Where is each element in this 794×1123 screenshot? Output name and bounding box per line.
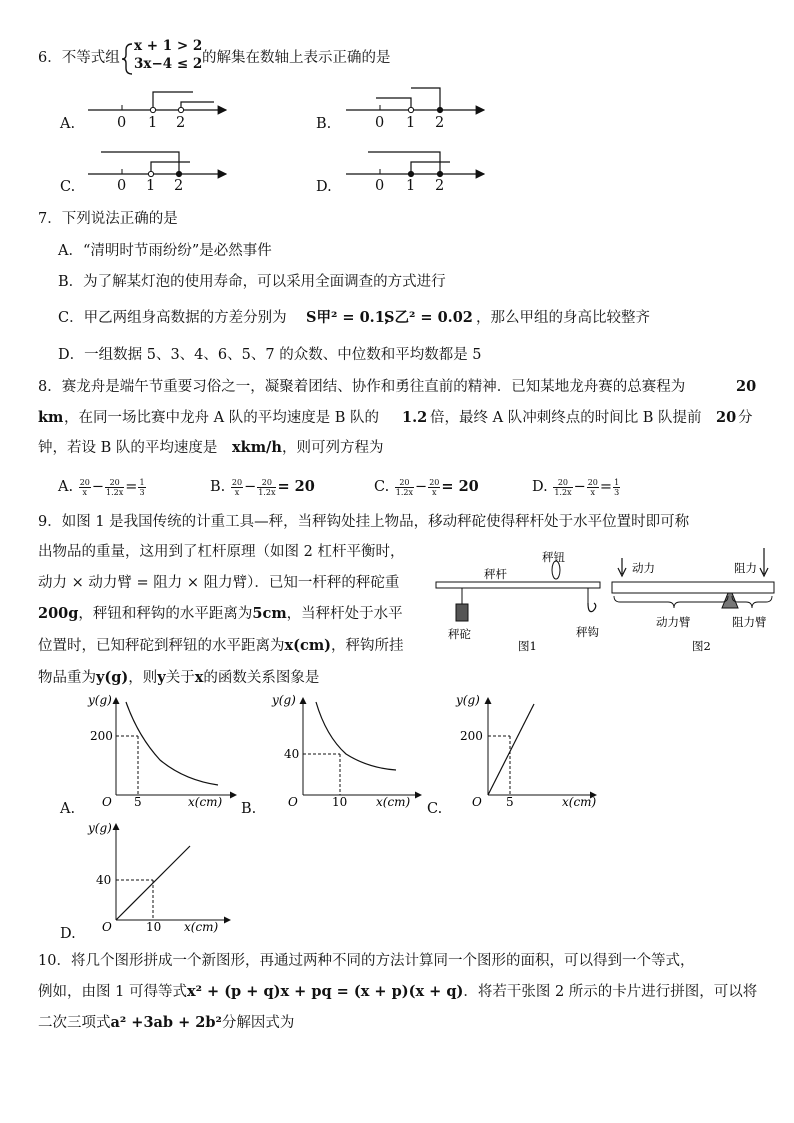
q9-graph-label-c: C.: [427, 801, 443, 817]
x-axis-label: x(cm): [184, 920, 219, 934]
q8-line2b: 倍，最终 A 队冲刺终点的时间比 B 队提前: [430, 410, 702, 426]
text: 关于: [165, 670, 195, 686]
fig1-caption: 图1: [518, 639, 537, 653]
numerator: 20: [429, 477, 440, 487]
q10-line1: 10．将几个图形拼成一个新图形，再通过两种不同的方法计算同一个图形的面积，可以得到一个等式，: [38, 953, 695, 969]
tick-a-1: 1: [148, 115, 158, 131]
q7-option-c-pre: C．甲乙两组身高数据的方差分别为: [58, 310, 287, 326]
q8-num-20: 20: [736, 378, 757, 395]
numerator: 20: [587, 477, 598, 487]
q8-km: km: [38, 409, 64, 426]
origin-label: O: [472, 795, 482, 809]
q8-num-12: 1.2: [402, 409, 428, 426]
graph-a: [87, 693, 236, 809]
frac: [257, 478, 276, 497]
x-tick: 5: [134, 795, 142, 809]
frac: [79, 478, 91, 497]
text: 位置时，已知秤砣到秤钮的水平距离为: [38, 638, 285, 654]
denominator: 3: [139, 487, 145, 497]
graph-b: [271, 693, 421, 809]
frac: [428, 478, 440, 497]
q6-label-a: A.: [60, 116, 76, 132]
var-x: x: [194, 669, 204, 686]
numline-d: [346, 152, 484, 177]
origin-label: O: [102, 920, 112, 934]
denominator: x: [82, 487, 88, 497]
q8-option-c: C. $\frac{20}{1.2x}$ − $\frac{20}{x}$ = 20: [374, 477, 479, 497]
numerator: 20: [257, 478, 276, 488]
var-y: y: [157, 669, 166, 686]
tick-c-0: 0: [117, 178, 127, 194]
text: ．将若干张图 2 所示的卡片进行拼图，可以将: [463, 984, 758, 1000]
frac: [138, 478, 145, 497]
denominator: 1.2x: [395, 487, 414, 497]
q8-label-b: B.: [210, 479, 226, 495]
q7-option-c-s2: S乙² = 0.02: [384, 309, 473, 326]
q8-label-c: C.: [374, 479, 390, 495]
fig2-resist-label: 阻力: [734, 561, 757, 575]
x-tick: 5: [506, 795, 514, 809]
arrow-down-icon: [618, 558, 626, 576]
fig1-rod-label: 秤杆: [484, 567, 507, 581]
numline-c: [88, 152, 226, 177]
denominator: x: [590, 487, 596, 497]
x-tick: 10: [332, 795, 348, 809]
numerator: 20: [231, 477, 243, 487]
y-tick: 200: [90, 729, 113, 743]
origin-label: O: [102, 795, 112, 809]
y-axis-label: y(g): [88, 693, 112, 707]
denominator: 1.2x: [554, 487, 572, 497]
tick-d-2: 2: [435, 178, 445, 194]
origin-label: O: [288, 795, 298, 809]
q9-graph-label-b: B.: [241, 801, 257, 817]
q8-line1: 8．赛龙舟是端午节重要习俗之一，凝聚着团结、协作和勇往直前的精神．已知某地龙舟赛的总赛程为: [38, 379, 686, 395]
x-axis-label: x(cm): [562, 795, 597, 809]
denominator: 3: [614, 487, 620, 497]
x-axis-label: x(cm): [376, 795, 411, 809]
q9-line3: 动力 × 动力臂 = 阻力 × 阻力臂）．已知一杆秤的秤砣重: [38, 575, 400, 591]
y-tick: 200: [460, 729, 483, 743]
numerator: 1: [139, 477, 145, 487]
fulcrum-icon: [722, 593, 738, 608]
q6-label-b: B.: [316, 116, 332, 132]
text: 例如，由图 1 可得等式: [38, 984, 187, 1000]
numline-a: [88, 92, 226, 113]
q9-line5: [38, 636, 404, 656]
q8-num-20b: 20: [716, 409, 737, 426]
text: ，则: [128, 670, 158, 686]
fig2-force-label: 动力: [632, 561, 655, 575]
fig1-weight-label: 秤砣: [448, 627, 471, 641]
q7-option-a: A．“清明时节雨纷纷”是必然事件: [58, 243, 272, 259]
fig2-caption: 图2: [692, 639, 711, 653]
text: 二次三项式: [38, 1015, 111, 1031]
q9-graphs: [50, 690, 610, 940]
equals: =: [599, 479, 613, 495]
q9-line6: [38, 668, 319, 688]
q9-line2: 出物品的重量，这用到了杠杆原理（如图 2 杠杆平衡时，: [38, 544, 405, 560]
numerator: 20: [79, 477, 90, 487]
q8-label-d: D.: [532, 479, 548, 495]
tick-b-2: 2: [435, 115, 445, 131]
text: ，当秤杆处于水平: [286, 606, 403, 622]
q8-option-a: A. $\frac{20}{x}$ − $\frac{20}{1.2x}$ = $\frac{1}{3}$: [58, 477, 145, 497]
frac: [587, 478, 599, 497]
frac: [231, 478, 243, 497]
numerator: 20: [105, 478, 124, 488]
denominator: x: [432, 487, 437, 497]
weight-200g: 200g: [38, 605, 79, 622]
text: 物品重为: [38, 670, 96, 686]
text: ，秤钩所挂: [331, 638, 404, 654]
q8-option-b: B. $\frac{20}{x}$ − $\frac{20}{1.2x}$ = 20: [210, 477, 315, 497]
dist-5cm: 5cm: [252, 605, 287, 622]
y-axis-label: y(g): [272, 693, 296, 707]
fig2-force-arm-label: 动力臂: [656, 615, 691, 629]
q9-line4: [38, 604, 403, 624]
tick-d-1: 1: [406, 178, 416, 194]
equals: =: [125, 479, 138, 495]
denominator: 1.2x: [106, 487, 124, 497]
q8-option-d: D. $\frac{20}{1.2x}$ − $\frac{20}{x}$ = $\frac{1}{3}$: [532, 477, 620, 497]
tick-c-1: 1: [146, 178, 156, 194]
hook-icon: [588, 603, 596, 612]
q6-suffix: 的解集在数轴上表示正确的是: [202, 50, 391, 66]
q8-xkmh: xkm/h: [232, 439, 282, 456]
frac: [553, 478, 572, 497]
tick-a-2: 2: [176, 115, 186, 131]
q7-option-d: D．一组数据 5、3、4、6、5、7 的众数、中位数和平均数都是 5: [58, 347, 482, 363]
y-axis-label: y(g): [456, 693, 480, 707]
q9-graph-label-a: A.: [60, 801, 76, 817]
q6-label-c: C.: [60, 179, 76, 195]
q6-label-d: D.: [316, 179, 332, 195]
q7-option-c-post: ，那么甲组的身高比较整齐: [476, 310, 650, 326]
graph-c: [455, 693, 597, 809]
text: 分解因式为: [221, 1015, 295, 1031]
fig1-knob-label: 秤钮: [542, 550, 565, 564]
q8-line3a: 钟，若设 B 队的平均速度是: [38, 440, 218, 456]
equals-20: = 20: [441, 478, 479, 495]
q10-line2: [38, 982, 757, 1002]
tick-a-0: 0: [117, 115, 127, 131]
x-axis-label: x(cm): [188, 795, 223, 809]
text: ，秤钮和秤钩的水平距离为: [78, 606, 253, 622]
fig2-resist-arm-label: 阻力臂: [732, 615, 767, 629]
q8-line2a: ，在同一场比赛中龙舟 A 队的平均速度是 B 队的: [64, 410, 380, 426]
q8-line2c: 分: [738, 410, 753, 426]
y-tick: 40: [284, 747, 300, 761]
figure-1-steelyard: [432, 548, 607, 658]
tick-b-0: 0: [375, 115, 385, 131]
frac: [395, 478, 414, 497]
q8-label-a: A.: [58, 479, 74, 495]
frac: [105, 478, 124, 497]
q6-ineq1: x + 1 > 2: [134, 38, 203, 54]
q6-prefix: 6．不等式组: [38, 50, 120, 66]
q6-ineq2: 3x−4 ≤ 2: [134, 56, 203, 72]
x-tick: 10: [146, 920, 162, 934]
trinomial: a² +3ab + 2b²: [110, 1014, 222, 1031]
tick-b-1: 1: [406, 115, 416, 131]
q9-line1: 9．如图 1 是我国传统的计重工具—秤，当秤钩处挂上物品，移动秤砣使得秤杆处于水平位置时即可称: [38, 514, 690, 530]
numerator: 20: [395, 478, 414, 488]
q10-line3: [38, 1013, 294, 1033]
y-axis-label: y(g): [88, 821, 112, 835]
weight-icon: [456, 604, 468, 621]
numerator: 20: [553, 478, 572, 488]
graph-d: [87, 821, 230, 934]
tick-c-2: 2: [174, 178, 184, 194]
numline-b: [346, 88, 484, 113]
q9-graph-label-d: D.: [60, 926, 76, 942]
identity: x² + (p + q)x + pq = (x + p)(x + q): [186, 983, 464, 1000]
fig1-hook-label: 秤钩: [576, 625, 599, 639]
var-x: x(cm): [284, 637, 332, 654]
text: 的函数关系图象是: [203, 670, 320, 686]
q7-stem: 7．下列说法正确的是: [38, 211, 178, 227]
q7-option-b: B．为了解某灯泡的使用寿命，可以采用全面调查的方式进行: [58, 274, 446, 290]
denominator: 1.2x: [258, 487, 276, 497]
y-tick: 40: [96, 873, 112, 887]
frac: [613, 478, 620, 497]
denominator: x: [234, 487, 240, 497]
equals-20: = 20: [277, 478, 315, 495]
q7-option-c-s1: S甲² = 0.1,: [306, 309, 390, 326]
numerator: 1: [614, 477, 620, 487]
q8-line3b: ，则可列方程为: [282, 440, 384, 456]
var-y: y(g): [96, 669, 129, 686]
figure-2-lever: [608, 546, 780, 658]
tick-d-0: 0: [375, 178, 385, 194]
arrow-down-icon: [760, 548, 768, 576]
